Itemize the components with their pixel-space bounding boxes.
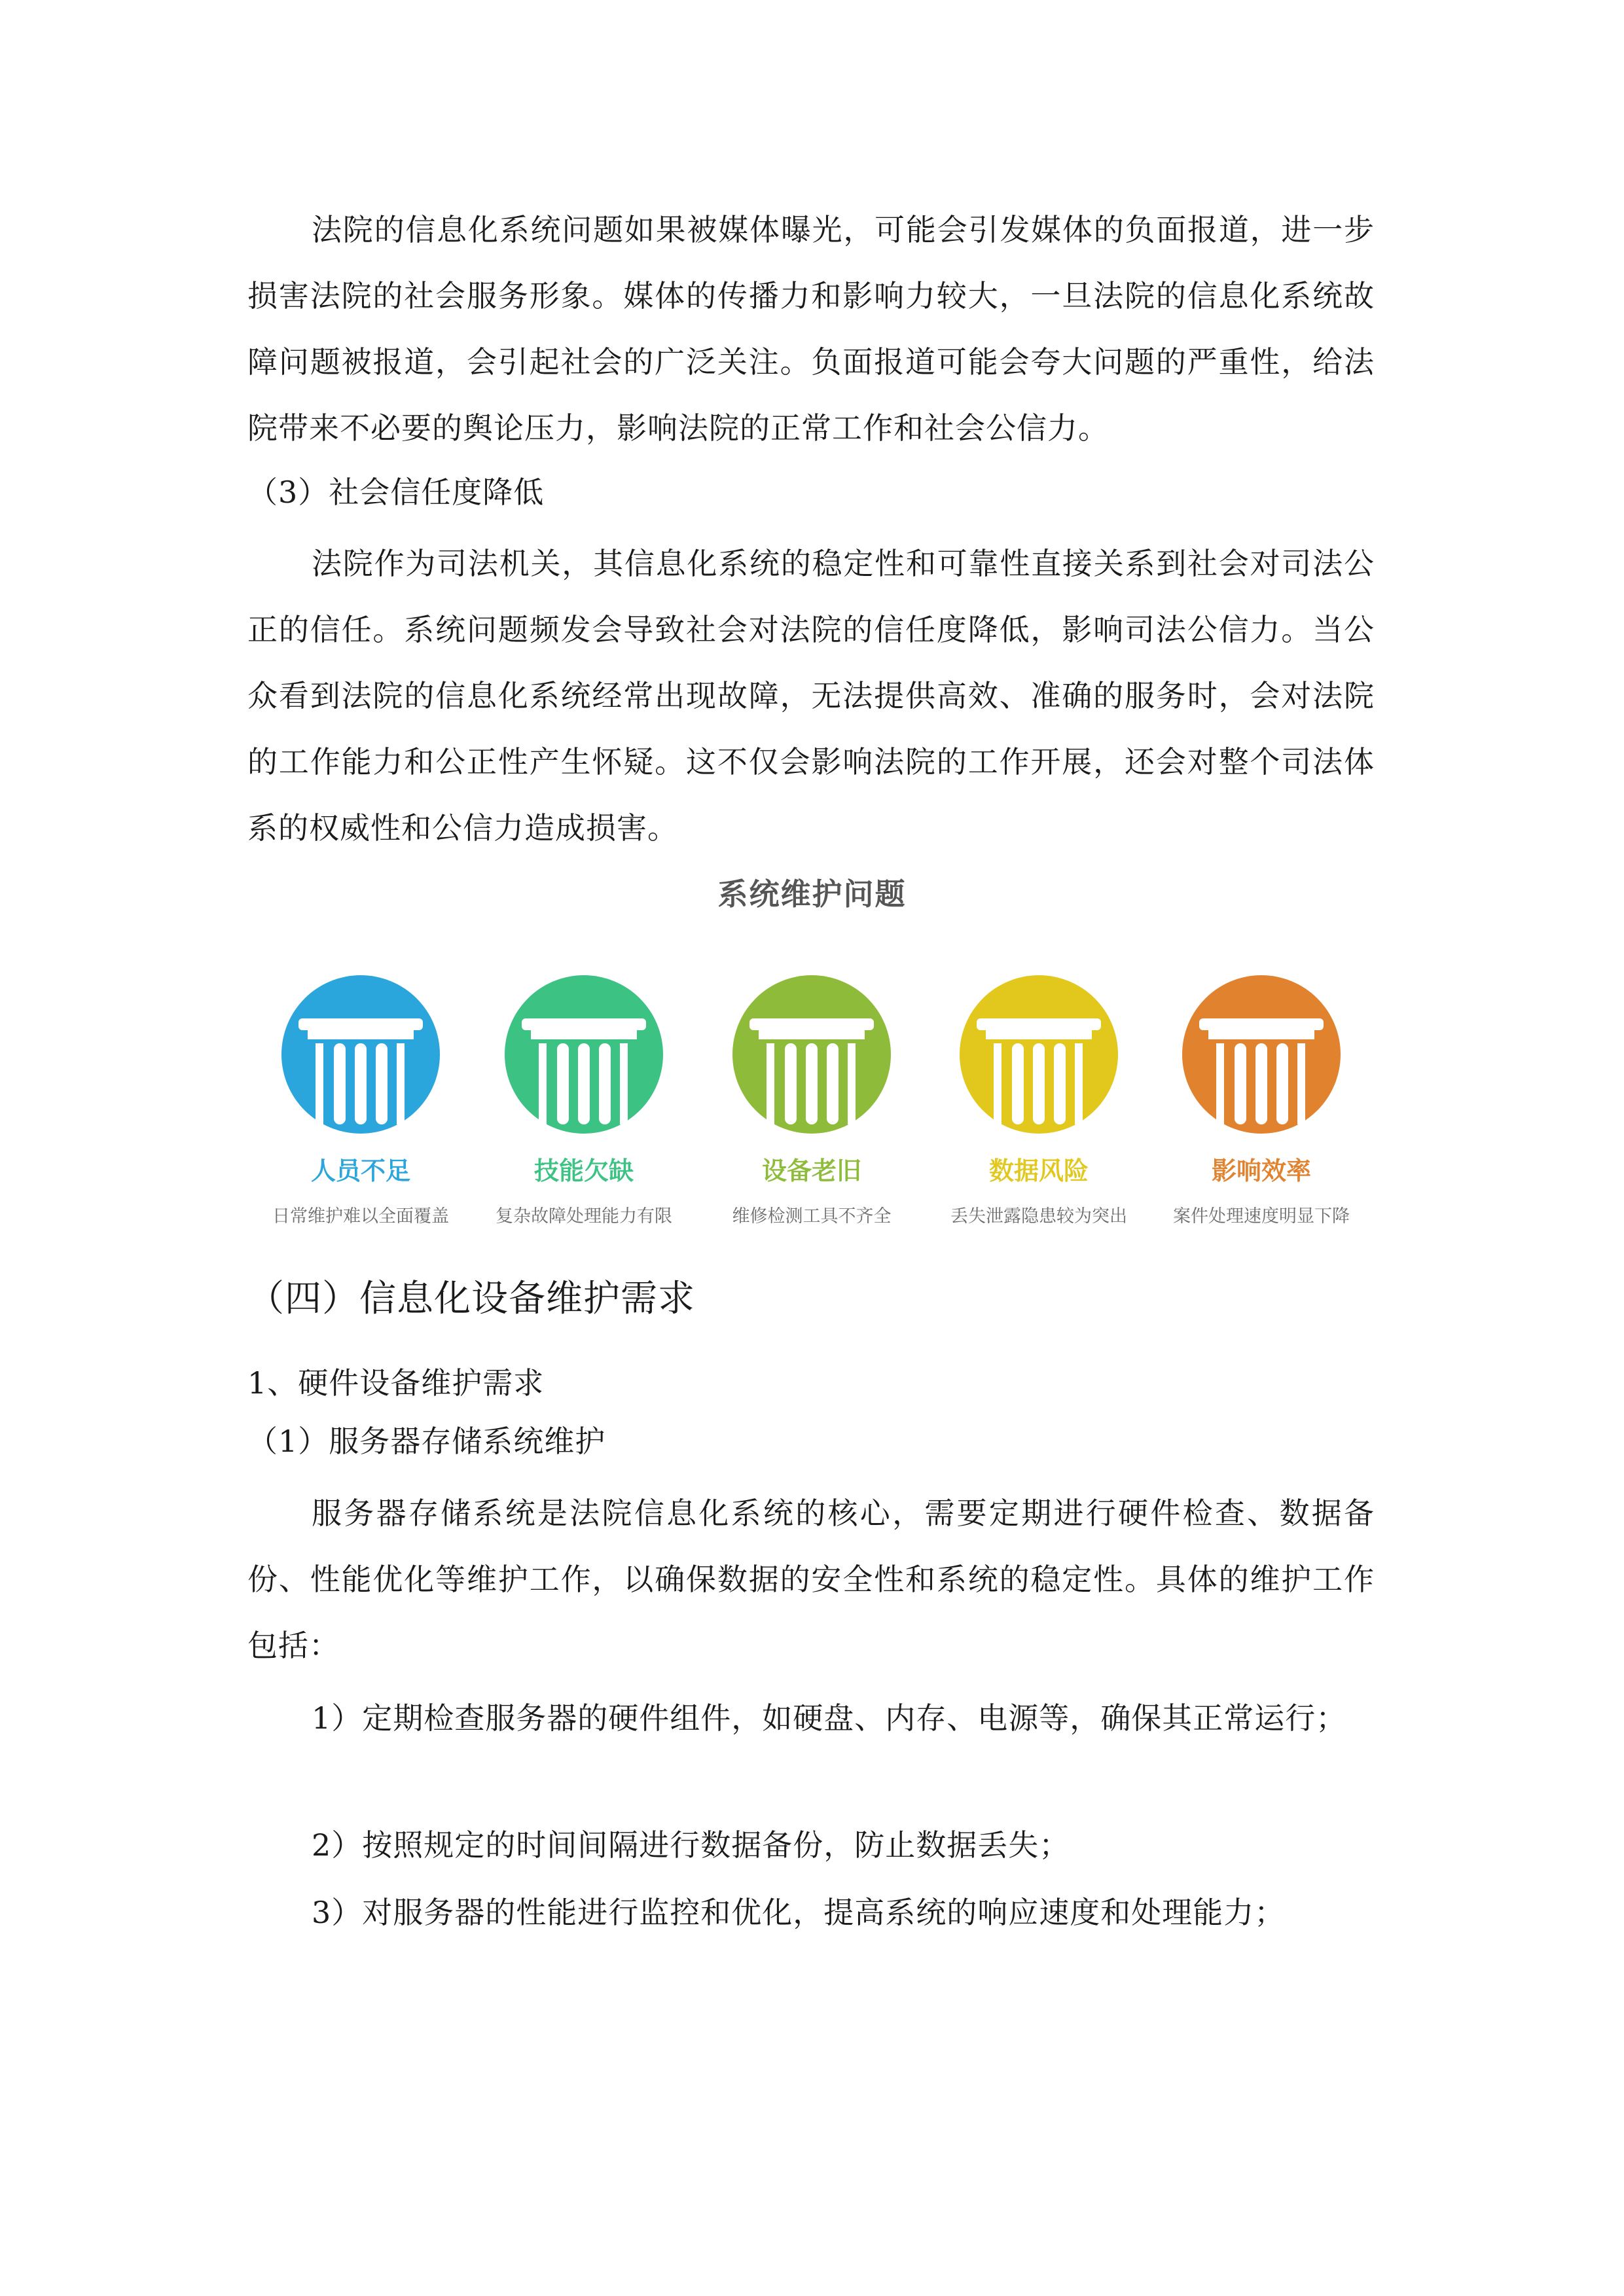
subheading-server-storage: （1）服务器存储系统维护 — [247, 1424, 606, 1459]
infographic-title: 系统维护问题 — [717, 876, 907, 912]
pillar-graphic — [505, 975, 663, 1134]
pillar-icon — [1182, 975, 1341, 1134]
issue-label: 数据风险 — [988, 1157, 1089, 1185]
list-item: 2）按照规定的时间间隔进行数据备份，防止数据丢失； — [312, 1827, 1070, 1863]
pillar-icon — [960, 975, 1118, 1134]
issue-description: 日常维护难以全面覆盖 — [272, 1206, 449, 1227]
issue-description: 丢失泄露隐患较为突出 — [950, 1206, 1127, 1227]
paragraph-social-trust: 法院作为司法机关，其信息化系统的稳定性和可靠性直接关系到社会对司法公正的信任。系统问题频发会导致社会对法院的信任度降低，影响司法公信力。当公众看到法院的信息化系统经常出现故障，无法提供高效、准确的服务时，会对法院的工作能力和公正性产生怀疑。这不仅会影响法院的工作开展，还会对整个司法体系的权威性和公信力造成损害。 — [247, 546, 1375, 846]
issue-label: 影响效率 — [1211, 1157, 1311, 1185]
subheading-social-trust: （3）社会信任度降低 — [247, 475, 545, 510]
issue-label: 技能欠缺 — [533, 1157, 634, 1185]
issue-label: 设备老旧 — [761, 1157, 861, 1185]
pillar-graphic — [1182, 975, 1341, 1134]
subheading-hardware: 1、硬件设备维护需求 — [247, 1365, 545, 1401]
issue-description: 案件处理速度明显下降 — [1173, 1206, 1350, 1227]
list-item: 3）对服务器的性能进行监控和优化，提高系统的响应速度和处理能力； — [312, 1895, 1286, 1930]
paragraph-media-exposure: 法院的信息化系统问题如果被媒体曝光，可能会引发媒体的负面报道，进一步损害法院的社会服务形象。媒体的传播力和影响力较大，一旦法院的信息化系统故障问题被报道，会引起社会的广泛关注。负面报道可能会夸大问题的严重性，给法院带来不必要的舆论压力，影响法院的正常工作和社会公信力。 — [247, 212, 1375, 446]
section-heading: （四）信息化设备维护需求 — [247, 1278, 695, 1320]
pillar-graphic — [281, 975, 440, 1134]
pillar-icon — [732, 975, 891, 1134]
pillar-icon — [281, 975, 440, 1134]
issue-description: 维修检测工具不齐全 — [732, 1206, 892, 1227]
issue-label: 人员不足 — [310, 1157, 410, 1185]
pillar-icon — [505, 975, 663, 1134]
pillar-graphic — [960, 975, 1118, 1134]
issue-description: 复杂故障处理能力有限 — [496, 1206, 672, 1227]
pillar-graphic — [732, 975, 891, 1134]
list-item: 1）定期检查服务器的硬件组件，如硬盘、内存、电源等，确保其正常运行； — [312, 1700, 1347, 1736]
paragraph-server-storage: 服务器存储系统是法院信息化系统的核心，需要定期进行硬件检查、数据备份、性能优化等维护工作，以确保数据的安全性和系统的稳定性。具体的维护工作包括： — [247, 1496, 1375, 1663]
